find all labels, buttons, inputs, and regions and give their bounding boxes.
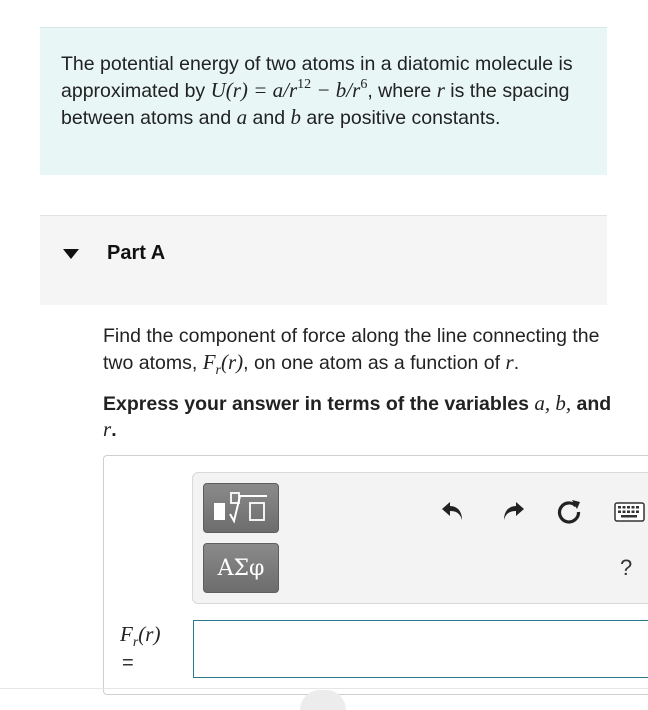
answer-label-func: F bbox=[120, 622, 133, 646]
instruction-text-2: and bbox=[571, 393, 612, 415]
question-text-2: , on one atom as a function of bbox=[243, 352, 506, 374]
undo-icon[interactable] bbox=[439, 497, 467, 525]
intro-var-b: b bbox=[290, 105, 301, 129]
bottom-divider bbox=[0, 688, 648, 689]
question-func-symbol: F bbox=[202, 350, 216, 374]
answer-input[interactable] bbox=[193, 620, 648, 678]
help-button[interactable]: ? bbox=[620, 555, 633, 580]
reset-icon[interactable] bbox=[554, 497, 584, 527]
keyboard-icon[interactable] bbox=[613, 501, 645, 523]
formula-term-b: − b/r bbox=[311, 78, 361, 102]
intro-text-1: The potential energy of two atoms in a diatomic molecule is approximated by bbox=[61, 53, 573, 102]
intro-var-r: r bbox=[436, 78, 445, 102]
intro-var-a: a bbox=[236, 105, 248, 129]
answer-label-sub: r bbox=[132, 635, 139, 651]
instruction-text-3: . bbox=[111, 419, 117, 441]
question-text-1: Find the component of force along the line connecting the two atoms, bbox=[103, 325, 600, 374]
question-func-sub: r bbox=[215, 363, 221, 379]
symbols-button-label: ΑΣφ bbox=[217, 555, 265, 581]
part-a-header[interactable] bbox=[40, 215, 607, 305]
answer-label bbox=[120, 622, 160, 651]
templates-button[interactable] bbox=[203, 483, 279, 533]
symbols-button[interactable] bbox=[203, 543, 279, 593]
problem-statement bbox=[40, 27, 607, 175]
collapse-caret-icon[interactable] bbox=[63, 249, 79, 259]
intro-text-and: and bbox=[247, 107, 291, 129]
intro-text-3: is the spacing between atoms and bbox=[61, 80, 570, 129]
question-var-r: r bbox=[505, 350, 514, 374]
question-func bbox=[202, 350, 244, 379]
instruction-vars: a, b, bbox=[534, 391, 572, 415]
formula-u-symbol: U bbox=[210, 78, 226, 102]
answer-instruction bbox=[103, 391, 613, 443]
formula-u-arg: (r) bbox=[225, 78, 248, 102]
intro-text-2: , where bbox=[367, 80, 437, 102]
math-toolbar bbox=[192, 472, 648, 604]
question-text bbox=[103, 323, 603, 384]
question-func-arg: (r) bbox=[220, 350, 244, 374]
question-text-3: . bbox=[513, 352, 520, 374]
part-title: Part A bbox=[107, 242, 166, 264]
formula-u bbox=[211, 78, 368, 102]
answer-label-arg: (r) bbox=[138, 622, 161, 646]
exponent-6: 6 bbox=[360, 77, 368, 92]
formula-term-a: = a/r bbox=[247, 78, 298, 102]
exponent-12: 12 bbox=[297, 77, 312, 92]
instruction-text-1: Express your answer in terms of the variables bbox=[103, 393, 535, 415]
templates-icon bbox=[210, 490, 272, 526]
intro-text-4: are positive constants. bbox=[301, 107, 501, 129]
answer-equals: = bbox=[122, 652, 134, 674]
instruction-var-r: r bbox=[103, 417, 112, 441]
redo-icon[interactable] bbox=[499, 497, 527, 525]
